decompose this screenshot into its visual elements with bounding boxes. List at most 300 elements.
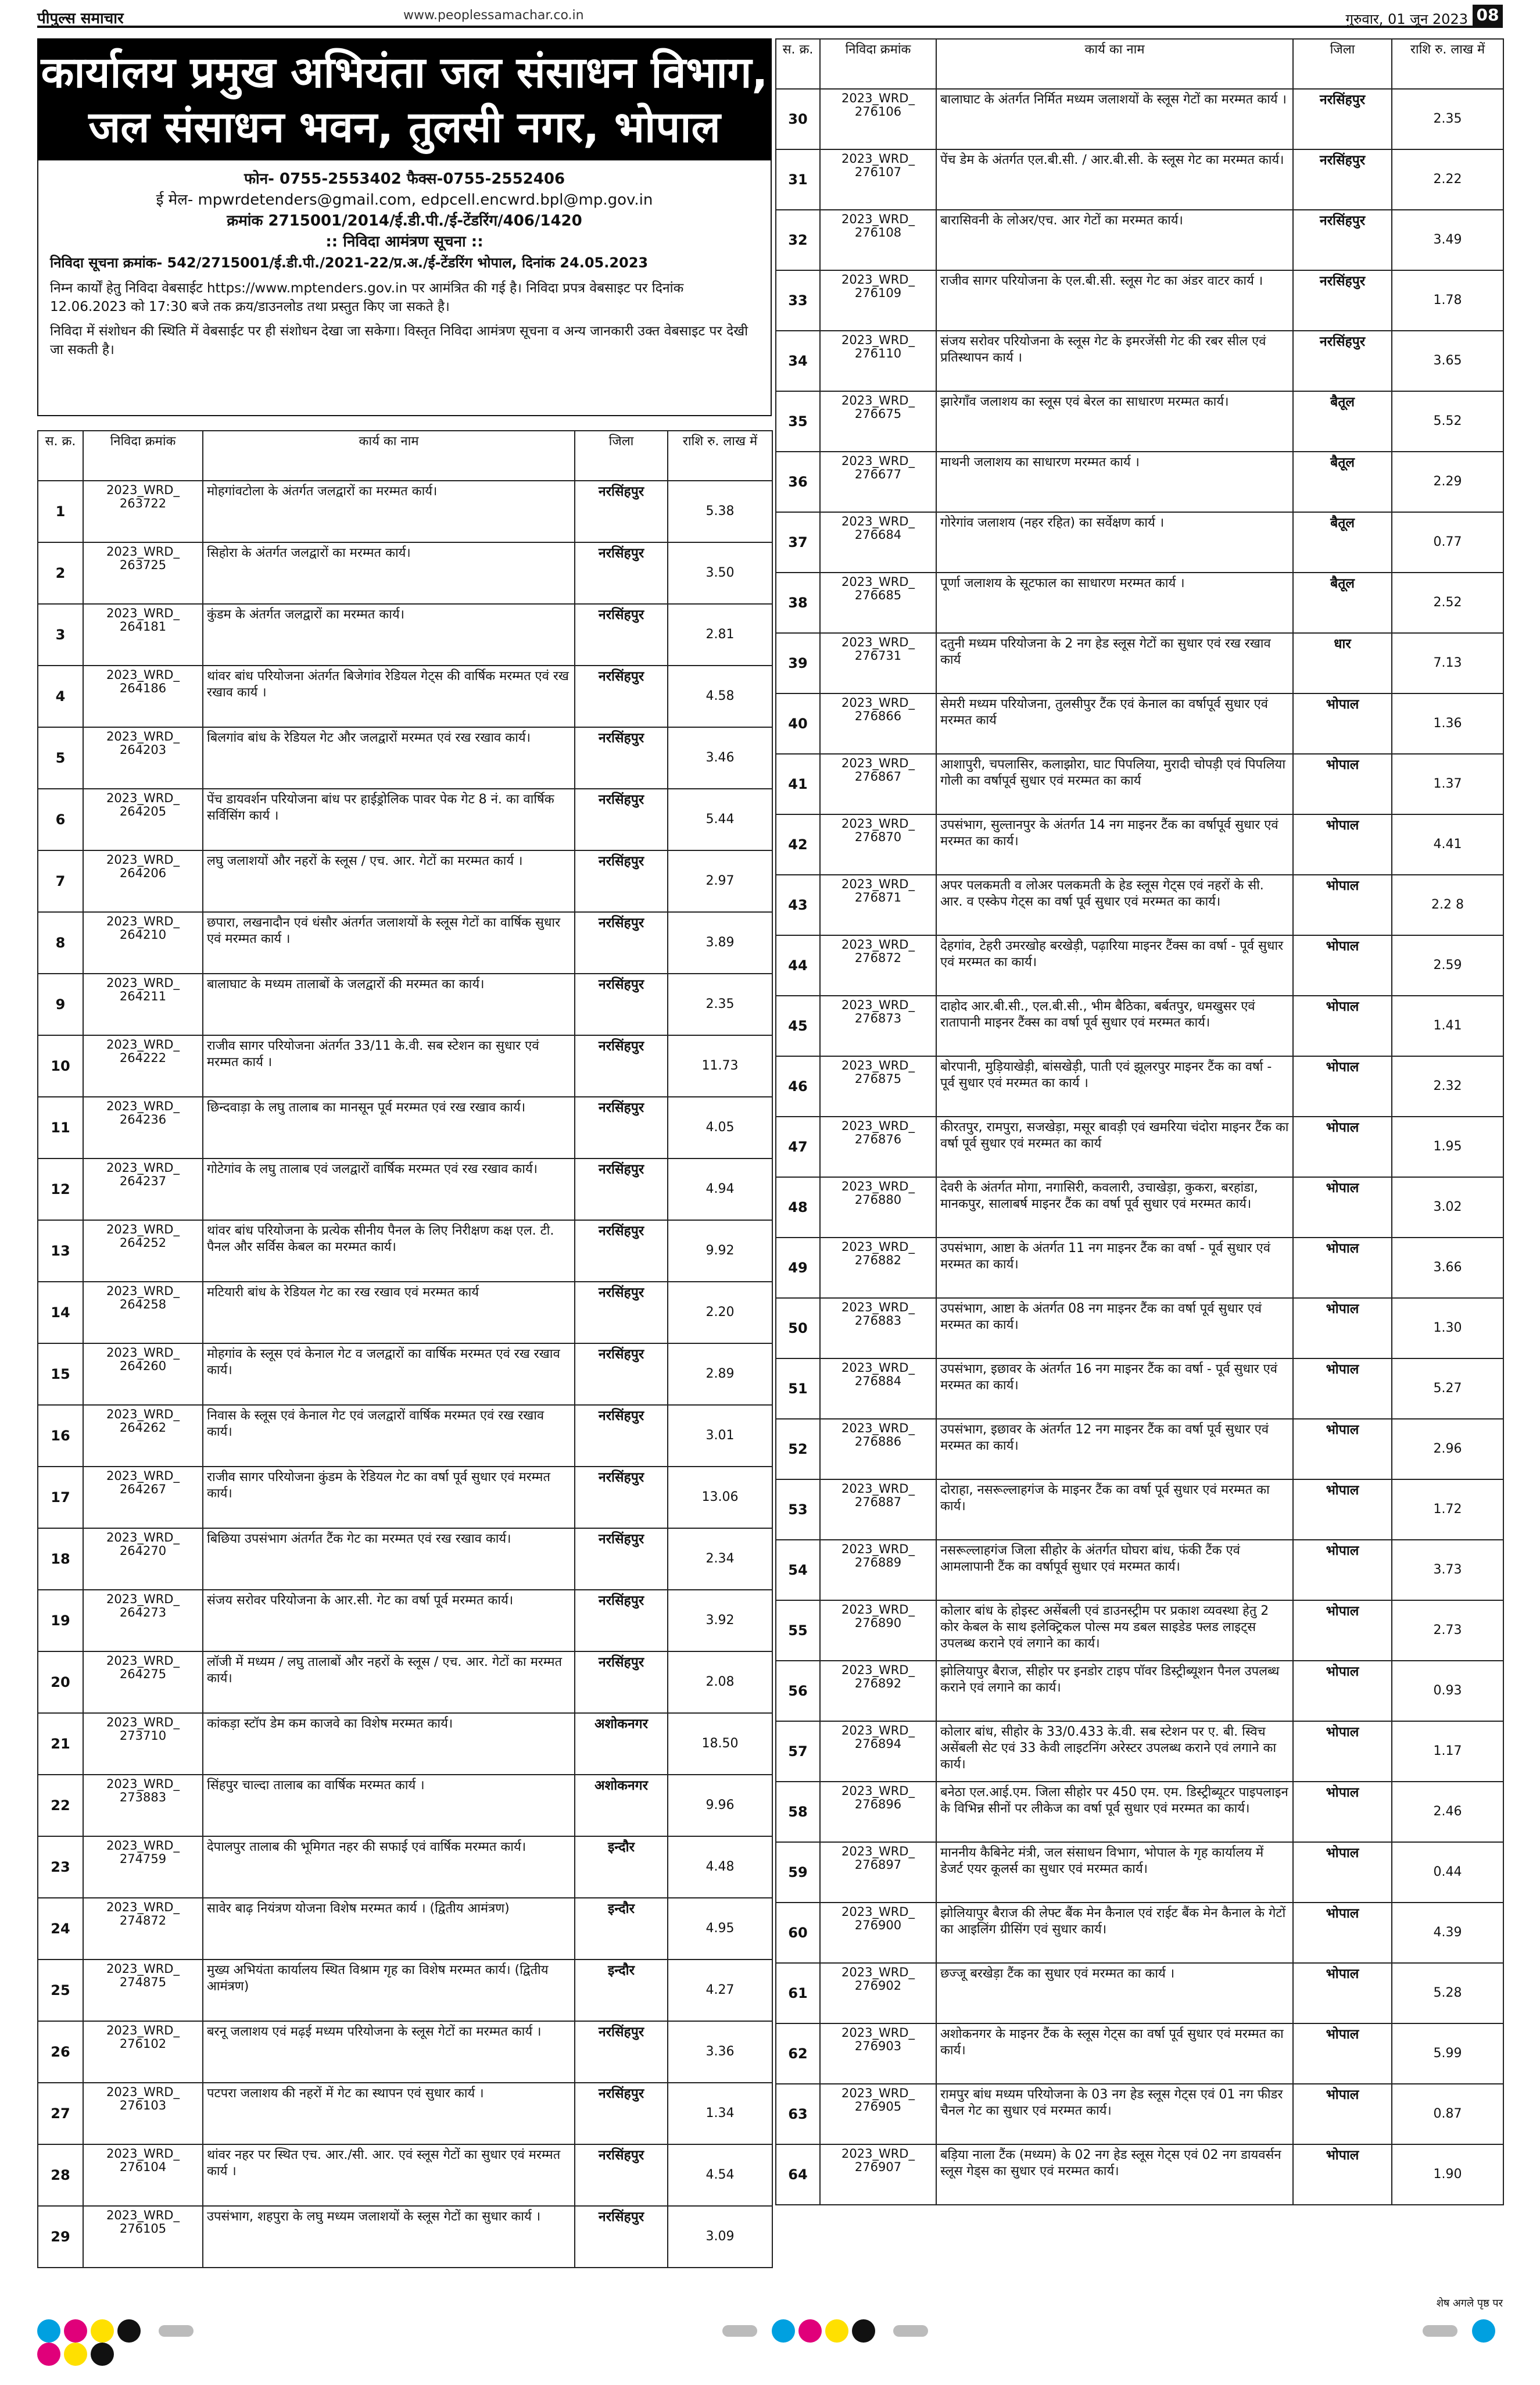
row-district: धार bbox=[1293, 633, 1392, 693]
row-serial-number: 34 bbox=[776, 331, 820, 391]
table-row bbox=[776, 754, 1503, 814]
row-work-name: मटियारी बांध के रेडियल गेट का रख रखाव एवं मरम्मत कार्य bbox=[203, 1282, 575, 1343]
cyan-swatch-icon bbox=[772, 2319, 795, 2343]
row-amount: 2.29 bbox=[1392, 452, 1503, 512]
row-serial-number: 47 bbox=[776, 1117, 820, 1177]
row-work-name: उपसंभाग, इछावर के अंतर्गत 16 नग माइनर टैंक का वर्षा - पूर्व सुधार एवं मरम्मत का कार्य। bbox=[936, 1358, 1293, 1419]
row-work-name: लघु जलाशयों और नहरों के स्लूस / एच. आर. गेटों का मरम्मत कार्य । bbox=[203, 850, 575, 912]
table-row bbox=[776, 1661, 1503, 1721]
row-district: इन्दौर bbox=[575, 1898, 668, 1960]
table-row bbox=[38, 2083, 772, 2144]
row-amount: 3.01 bbox=[668, 1405, 772, 1467]
row-amount: 3.73 bbox=[1392, 1540, 1503, 1600]
row-work-name: झोलियापुर बैराज, सीहोर पर इनडोर टाइप पॉवर डिस्ट्रीब्यूशन पैनल उपलब्ध कराने एवं लगाने का कार्य। bbox=[936, 1661, 1293, 1721]
row-district: भोपाल bbox=[1293, 935, 1392, 996]
row-work-name: मुख्य अभियंता कार्यालय स्थित विश्राम गृह का विशेष मरम्मत कार्य। (द्वितीय आमंत्रण) bbox=[203, 1960, 575, 2021]
row-work-name: कोलार बांध, सीहोर के 33/0.433 के.वी. सब स्टेशन पर ए. बी. स्विच असेंबली सेट एवं 33 केवी लाइटनिंग अरेस्टर उपलब्ध कराने एवं लगाने का कार्य। bbox=[936, 1721, 1293, 1782]
row-district: भोपाल bbox=[1293, 814, 1392, 875]
table-row bbox=[776, 89, 1503, 149]
row-work-name: संजय सरोवर परियोजना के आर.सी. गेट का वर्षा पूर्व मरम्मत कार्य। bbox=[203, 1590, 575, 1651]
row-work-name: बोरपानी, मुड़ियाखेड़ी, बांसखेड़ी, पाती एवं झूलरपुर माइनर टैंक का वर्षा - पूर्व सुधार एवं मरम्मत का कार्य । bbox=[936, 1056, 1293, 1117]
row-work-name: पूर्णा जलाशय के सूटफाल का साधारण मरम्मत कार्य । bbox=[936, 573, 1293, 633]
row-work-name: मोहगांव के स्लूस एवं केनाल गेट व जलद्वारों का वार्षिक मरम्मत एवं रख रखाव कार्य। bbox=[203, 1343, 575, 1405]
row-tender-number: 2023_WRD_ 276105 bbox=[83, 2206, 203, 2268]
row-amount: 2.59 bbox=[1392, 935, 1503, 996]
row-work-name: निवास के स्लूस एवं केनाल गेट एवं जलद्वारों वार्षिक मरम्मत एवं रख रखाव कार्य। bbox=[203, 1405, 575, 1467]
row-district: भोपाल bbox=[1293, 2144, 1392, 2205]
row-serial-number: 7 bbox=[38, 850, 83, 912]
row-district: भोपाल bbox=[1293, 1177, 1392, 1238]
row-serial-number: 9 bbox=[38, 974, 83, 1035]
row-work-name: झोलियापुर बैराज की लेफ्ट बैंक मेन कैनाल एवं राईट बैंक मेन कैनाल के गेटों का आइलिंग ग्रीसिंग एवं सुधार कार्य। bbox=[936, 1903, 1293, 1963]
magenta-swatch-icon bbox=[37, 2343, 60, 2366]
row-serial-number: 37 bbox=[776, 512, 820, 573]
row-tender-number: 2023_WRD_ 264211 bbox=[83, 974, 203, 1035]
row-serial-number: 10 bbox=[38, 1035, 83, 1097]
row-tender-number: 2023_WRD_ 276900 bbox=[820, 1903, 936, 1963]
tender-table-left bbox=[37, 430, 773, 2268]
table-row bbox=[776, 270, 1503, 331]
row-district: अशोकनगर bbox=[575, 1713, 668, 1775]
row-tender-number: 2023_WRD_ 264260 bbox=[83, 1343, 203, 1405]
table-row bbox=[38, 604, 772, 666]
row-tender-number: 2023_WRD_ 276905 bbox=[820, 2084, 936, 2144]
row-serial-number: 5 bbox=[38, 727, 83, 789]
row-serial-number: 8 bbox=[38, 912, 83, 974]
table-row bbox=[776, 2084, 1503, 2144]
row-amount: 3.49 bbox=[1392, 210, 1503, 270]
reference-number: क्रमांक 2715001/2014/ई.डी.पी./ई-टेंडरिंग/406/1420 bbox=[227, 212, 582, 230]
row-amount: 0.77 bbox=[1392, 512, 1503, 573]
row-work-name: कांकड़ा स्टॉप डेम कम काजवे का विशेष मरम्मत कार्य। bbox=[203, 1713, 575, 1775]
row-serial-number: 18 bbox=[38, 1528, 83, 1590]
row-tender-number: 2023_WRD_ 276675 bbox=[820, 391, 936, 452]
row-amount: 5.44 bbox=[668, 789, 772, 850]
row-tender-number: 2023_WRD_ 264252 bbox=[83, 1220, 203, 1282]
row-serial-number: 26 bbox=[38, 2021, 83, 2083]
row-amount: 4.27 bbox=[668, 1960, 772, 2021]
row-work-name: पेंच डेम के अंतर्गत एल.बी.सी. / आर.बी.सी. के स्लूस गेट का मरम्मत कार्य। bbox=[936, 149, 1293, 210]
table-row bbox=[38, 1467, 772, 1528]
table-row bbox=[776, 1298, 1503, 1358]
row-work-name: थांवर बांध परियोजना अंतर्गत बिजेगांव रेडियल गेट्स की वार्षिक मरम्मत एवं रख रखाव कार्य । bbox=[203, 666, 575, 727]
row-serial-number: 46 bbox=[776, 1056, 820, 1117]
issue-date: गुरुवार, 01 जून 2023 bbox=[1345, 11, 1468, 27]
table-row bbox=[38, 2144, 772, 2206]
row-tender-number: 2023_WRD_ 276902 bbox=[820, 1963, 936, 2023]
row-work-name: देपालपुर तालाब की भूमिगत नहर की सफाई एवं वार्षिक मरम्मत कार्य। bbox=[203, 1836, 575, 1898]
row-work-name: राजीव सागर परियोजना अंतर्गत 33/11 के.वी. सब स्टेशन का सुधार एवं मरम्मत कार्य । bbox=[203, 1035, 575, 1097]
row-amount: 3.65 bbox=[1392, 331, 1503, 391]
table-row bbox=[776, 996, 1503, 1056]
row-tender-number: 2023_WRD_ 264181 bbox=[83, 604, 203, 666]
row-district: नरसिंहपुर bbox=[575, 1158, 668, 1220]
row-amount: 4.05 bbox=[668, 1097, 772, 1158]
row-district: बैतूल bbox=[1293, 512, 1392, 573]
row-work-name: देहगांव, टेहरी उमरखोह बरखेड़ी, पढ़ारिया माइनर टैंक्स का वर्षा - पूर्व सुधार एवं मरम्मत का कार्य। bbox=[936, 935, 1293, 996]
table-row bbox=[38, 1713, 772, 1775]
row-tender-number: 2023_WRD_ 264273 bbox=[83, 1590, 203, 1651]
header-line-1: कार्यालय प्रमुख अभियंता जल संसाधन विभाग, bbox=[41, 48, 768, 98]
row-tender-number: 2023_WRD_ 276102 bbox=[83, 2021, 203, 2083]
row-serial-number: 20 bbox=[38, 1651, 83, 1713]
row-work-name: बालाघाट के मध्यम तालाबों के जलद्वारों की मरम्मत का कार्य। bbox=[203, 974, 575, 1035]
row-amount: 2.96 bbox=[1392, 1419, 1503, 1479]
row-district: नरसिंहपुर bbox=[575, 2083, 668, 2144]
row-tender-number: 2023_WRD_ 276685 bbox=[820, 573, 936, 633]
table-row bbox=[38, 1651, 772, 1713]
row-district: नरसिंहपुर bbox=[1293, 270, 1392, 331]
masthead: पीपुल्स समाचार bbox=[37, 10, 124, 27]
row-work-name: कोलार बांध के होइस्ट असेंबली एवं डाउनस्ट्रीम पर प्रकाश व्यवस्था हेतु 2 कोर केबल के साथ इलेक्ट्रिकल पोल्स मय डबल साइडेड फ्लड लाइट्स उपलब्ध कराने एवं लगाने का कार्य। bbox=[936, 1600, 1293, 1661]
notice-paragraph-2: निविदा में संशोधन की स्थिति में वेबसाईट पर ही संशोधन देखा जा सकेगा। विस्तृत निविदा आमंत्रण सूचना व अन्य जानकारी उक्त वेबसाइट पर देखी जा सकती है। bbox=[50, 324, 748, 357]
row-amount: 2.52 bbox=[1392, 573, 1503, 633]
row-district: नरसिंहपुर bbox=[1293, 149, 1392, 210]
row-work-name: छपारा, लखनादौन एवं धंसौर अंतर्गत जलाशयों के स्लूस गेटों का वार्षिक सुधार एवं मरम्मत कार्य । bbox=[203, 912, 575, 974]
row-amount: 5.28 bbox=[1392, 1963, 1503, 2023]
row-work-name: रामपुर बांध मध्यम परियोजना के 03 नग हेड स्लूस गेट्स एवं 01 नग फीडर चैनल गेट का सुधार एवं मरम्मत कार्य। bbox=[936, 2084, 1293, 2144]
table-row bbox=[776, 573, 1503, 633]
registration-mark-icon bbox=[159, 2325, 194, 2337]
row-work-name: बरनू जलाशय एवं मढ़ई मध्यम परियोजना के स्लूस गेटों का मरम्मत कार्य । bbox=[203, 2021, 575, 2083]
row-amount: 2.32 bbox=[1392, 1056, 1503, 1117]
row-district: भोपाल bbox=[1293, 2023, 1392, 2084]
row-work-name: संजय सरोवर परियोजना के स्लूस गेट के इमरजेंसी गेट की रबर सील एवं प्रतिस्थापन कार्य । bbox=[936, 331, 1293, 391]
row-district: नरसिंहपुर bbox=[575, 666, 668, 727]
table-row bbox=[776, 452, 1503, 512]
row-serial-number: 15 bbox=[38, 1343, 83, 1405]
row-tender-number: 2023_WRD_ 264205 bbox=[83, 789, 203, 850]
row-serial-number: 64 bbox=[776, 2144, 820, 2205]
table-row bbox=[38, 1097, 772, 1158]
row-work-name: झारेगाँव जलाशय का स्लूस एवं बेरल का साधारण मरम्मत कार्य। bbox=[936, 391, 1293, 452]
row-tender-number: 2023_WRD_ 276889 bbox=[820, 1540, 936, 1600]
tender-table-right bbox=[775, 38, 1504, 2205]
table-row bbox=[776, 2023, 1503, 2084]
row-serial-number: 4 bbox=[38, 666, 83, 727]
row-serial-number: 11 bbox=[38, 1097, 83, 1158]
row-district: नरसिंहपुर bbox=[1293, 210, 1392, 270]
row-district: भोपाल bbox=[1293, 996, 1392, 1056]
row-tender-number: 2023_WRD_ 276870 bbox=[820, 814, 936, 875]
row-work-name: माथनी जलाशय का साधारण मरम्मत कार्य । bbox=[936, 452, 1293, 512]
row-serial-number: 40 bbox=[776, 693, 820, 754]
row-tender-number: 2023_WRD_ 263725 bbox=[83, 542, 203, 604]
row-serial-number: 56 bbox=[776, 1661, 820, 1721]
row-serial-number: 3 bbox=[38, 604, 83, 666]
row-tender-number: 2023_WRD_ 276873 bbox=[820, 996, 936, 1056]
table-row bbox=[776, 1358, 1503, 1419]
cyan-swatch-icon bbox=[37, 2319, 60, 2343]
row-tender-number: 2023_WRD_ 276109 bbox=[820, 270, 936, 331]
row-district: भोपाल bbox=[1293, 1903, 1392, 1963]
table-row bbox=[776, 1842, 1503, 1903]
row-amount: 2.35 bbox=[1392, 89, 1503, 149]
row-serial-number: 19 bbox=[38, 1590, 83, 1651]
row-work-name: गोरेगांव जलाशय (नहर रहित) का सर्वेक्षण कार्य । bbox=[936, 512, 1293, 573]
row-district: भोपाल bbox=[1293, 2084, 1392, 2144]
row-tender-number: 2023_WRD_ 276897 bbox=[820, 1842, 936, 1903]
row-serial-number: 63 bbox=[776, 2084, 820, 2144]
row-district: नरसिंहपुर bbox=[575, 1590, 668, 1651]
row-serial-number: 23 bbox=[38, 1836, 83, 1898]
row-work-name: अपर पलकमती व लोअर पलकमती के हेड स्लूस गेट्स एवं नहरों के सी. आर. व एस्केप गेट्स का वर्षा पूर्व सुधार एवं मरम्मत का कार्य। bbox=[936, 875, 1293, 935]
row-amount: 1.30 bbox=[1392, 1298, 1503, 1358]
table-row bbox=[776, 1963, 1503, 2023]
row-serial-number: 51 bbox=[776, 1358, 820, 1419]
row-tender-number: 2023_WRD_ 276867 bbox=[820, 754, 936, 814]
table-row bbox=[38, 1775, 772, 1836]
col-header-work: कार्य का नाम bbox=[203, 431, 575, 481]
row-serial-number: 2 bbox=[38, 542, 83, 604]
row-district: नरसिंहपुर bbox=[575, 542, 668, 604]
row-serial-number: 43 bbox=[776, 875, 820, 935]
row-tender-number: 2023_WRD_ 264237 bbox=[83, 1158, 203, 1220]
row-work-name: थांवर नहर पर स्थित एच. आर./सी. आर. एवं स्लूस गेटों का सुधार एवं मरम्मत कार्य । bbox=[203, 2144, 575, 2206]
row-amount: 4.94 bbox=[668, 1158, 772, 1220]
row-amount: 1.90 bbox=[1392, 2144, 1503, 2205]
table-row bbox=[38, 1035, 772, 1097]
row-serial-number: 1 bbox=[38, 481, 83, 542]
row-district: नरसिंहपुर bbox=[575, 1035, 668, 1097]
row-work-name: पेंच डायवर्शन परियोजना बांध पर हाईड्रोलिक पावर पेक गेट 8 नं. का वार्षिक सर्विसिंग कार्य । bbox=[203, 789, 575, 850]
row-tender-number: 2023_WRD_ 264236 bbox=[83, 1097, 203, 1158]
row-tender-number: 2023_WRD_ 264267 bbox=[83, 1467, 203, 1528]
row-district: भोपाल bbox=[1293, 875, 1392, 935]
row-amount: 2.34 bbox=[668, 1528, 772, 1590]
email-line: ई मेल- mpwrdetenders@gmail.com, edpcell.encwrd.bpl@mp.gov.in bbox=[156, 191, 653, 209]
notice-title: :: निविदा आमंत्रण सूचना :: bbox=[325, 233, 484, 251]
row-work-name: थांवर बांध परियोजना के प्रत्येक सीनीय पैनल के लिए निरीक्षण कक्ष एल. टी. पैनल और सर्विस केबल का मरम्मत कार्य। bbox=[203, 1220, 575, 1282]
table-row bbox=[776, 512, 1503, 573]
magenta-swatch-icon bbox=[64, 2319, 87, 2343]
row-district: भोपाल bbox=[1293, 1600, 1392, 1661]
row-amount: 5.38 bbox=[668, 481, 772, 542]
row-serial-number: 22 bbox=[38, 1775, 83, 1836]
row-amount: 3.50 bbox=[668, 542, 772, 604]
row-serial-number: 38 bbox=[776, 573, 820, 633]
row-amount: 5.27 bbox=[1392, 1358, 1503, 1419]
row-tender-number: 2023_WRD_ 276883 bbox=[820, 1298, 936, 1358]
col-header-work: कार्य का नाम bbox=[936, 39, 1293, 89]
print-registration-bar bbox=[37, 2319, 1503, 2354]
row-serial-number: 28 bbox=[38, 2144, 83, 2206]
row-amount: 1.17 bbox=[1392, 1721, 1503, 1782]
row-tender-number: 2023_WRD_ 276104 bbox=[83, 2144, 203, 2206]
row-serial-number: 14 bbox=[38, 1282, 83, 1343]
table-row bbox=[38, 727, 772, 789]
row-district: इन्दौर bbox=[575, 1960, 668, 2021]
row-district: नरसिंहपुर bbox=[575, 2021, 668, 2083]
table-row bbox=[776, 1419, 1503, 1479]
table-row bbox=[38, 2021, 772, 2083]
row-amount: 9.96 bbox=[668, 1775, 772, 1836]
row-amount: 4.58 bbox=[668, 666, 772, 727]
row-amount: 7.13 bbox=[1392, 633, 1503, 693]
black-swatch-icon bbox=[91, 2343, 114, 2366]
row-amount: 3.36 bbox=[668, 2021, 772, 2083]
table-row bbox=[38, 666, 772, 727]
row-tender-number: 2023_WRD_ 274759 bbox=[83, 1836, 203, 1898]
col-header-tender: निविदा क्रमांक bbox=[820, 39, 936, 89]
table-row bbox=[38, 1528, 772, 1590]
table-row bbox=[776, 1056, 1503, 1117]
row-amount: 5.52 bbox=[1392, 391, 1503, 452]
phone-fax: फोन- 0755-2553402 फैक्स-0755-2552406 bbox=[243, 170, 565, 188]
row-serial-number: 62 bbox=[776, 2023, 820, 2084]
row-work-name: उपसंभाग, सुल्तानपुर के अंतर्गत 14 नग माइनर टैंक का वर्षापूर्व सुधार एवं मरम्मत का कार्य। bbox=[936, 814, 1293, 875]
row-district: नरसिंहपुर bbox=[575, 974, 668, 1035]
row-tender-number: 2023_WRD_ 276896 bbox=[820, 1782, 936, 1842]
row-tender-number: 2023_WRD_ 276884 bbox=[820, 1358, 936, 1419]
row-serial-number: 12 bbox=[38, 1158, 83, 1220]
col-header-sn: स. क्र. bbox=[38, 431, 83, 481]
row-tender-number: 2023_WRD_ 276892 bbox=[820, 1661, 936, 1721]
row-serial-number: 17 bbox=[38, 1467, 83, 1528]
row-tender-number: 2023_WRD_ 276903 bbox=[820, 2023, 936, 2084]
continued-note: शेष अगले पृष्ठ पर bbox=[1436, 2297, 1503, 2309]
table-row bbox=[776, 1238, 1503, 1298]
table-header-row bbox=[38, 431, 772, 481]
registration-mark-icon bbox=[893, 2325, 928, 2337]
row-district: नरसिंहपुर bbox=[575, 1467, 668, 1528]
table-row bbox=[776, 1903, 1503, 1963]
row-work-name: उपसंभाग, आष्टा के अंतर्गत 11 नग माइनर टैंक का वर्षा - पूर्व सुधार एवं मरम्मत का कार्य। bbox=[936, 1238, 1293, 1298]
col-header-district: जिला bbox=[575, 431, 668, 481]
row-work-name: बिछिया उपसंभाग अंतर्गत टैंक गेट का मरम्मत एवं रख रखाव कार्य। bbox=[203, 1528, 575, 1590]
yellow-swatch-icon bbox=[91, 2319, 114, 2343]
row-serial-number: 25 bbox=[38, 1960, 83, 2021]
row-amount: 2.35 bbox=[668, 974, 772, 1035]
row-work-name: कुंडम के अंतर्गत जलद्वारों का मरम्मत कार्य। bbox=[203, 604, 575, 666]
row-amount: 3.66 bbox=[1392, 1238, 1503, 1298]
row-district: नरसिंहपुर bbox=[575, 1097, 668, 1158]
row-amount: 2.97 bbox=[668, 850, 772, 912]
row-district: नरसिंहपुर bbox=[575, 1405, 668, 1467]
row-tender-number: 2023_WRD_ 276107 bbox=[820, 149, 936, 210]
row-serial-number: 50 bbox=[776, 1298, 820, 1358]
col-header-tender: निविदा क्रमांक bbox=[83, 431, 203, 481]
row-serial-number: 6 bbox=[38, 789, 83, 850]
row-tender-number: 2023_WRD_ 276108 bbox=[820, 210, 936, 270]
site-url[interactable]: www.peoplessamachar.co.in bbox=[403, 8, 584, 23]
row-work-name: अशोकनगर के माइनर टैंक के स्लूस गेट्स का वर्षा पूर्व सुधार एवं मरम्मत का कार्य। bbox=[936, 2023, 1293, 2084]
row-serial-number: 32 bbox=[776, 210, 820, 270]
table-row bbox=[776, 1600, 1503, 1661]
row-tender-number: 2023_WRD_ 276106 bbox=[820, 89, 936, 149]
table-row bbox=[776, 1479, 1503, 1540]
table-row bbox=[38, 1590, 772, 1651]
row-tender-number: 2023_WRD_ 276876 bbox=[820, 1117, 936, 1177]
row-tender-number: 2023_WRD_ 276866 bbox=[820, 693, 936, 754]
col-header-amount: राशि रु. लाख में bbox=[1392, 39, 1503, 89]
row-work-name: राजीव सागर परियोजना कुंडम के रेडियल गेट का वर्षा पूर्व सुधार एवं मरम्मत कार्य। bbox=[203, 1467, 575, 1528]
table-row bbox=[776, 1721, 1503, 1782]
page-number: 08 bbox=[1473, 5, 1503, 26]
row-district: नरसिंहपुर bbox=[575, 1528, 668, 1590]
table-row bbox=[776, 875, 1503, 935]
row-serial-number: 52 bbox=[776, 1419, 820, 1479]
row-amount: 4.54 bbox=[668, 2144, 772, 2206]
row-district: भोपाल bbox=[1293, 1842, 1392, 1903]
row-district: अशोकनगर bbox=[575, 1775, 668, 1836]
row-district: बैतूल bbox=[1293, 573, 1392, 633]
table-row bbox=[38, 2206, 772, 2268]
table-row bbox=[776, 1782, 1503, 1842]
row-tender-number: 2023_WRD_ 276894 bbox=[820, 1721, 936, 1782]
row-serial-number: 39 bbox=[776, 633, 820, 693]
row-tender-number: 2023_WRD_ 273710 bbox=[83, 1713, 203, 1775]
row-work-name: बालाघाट के अंतर्गत निर्मित मध्यम जलाशयों के स्लूस गेटों का मरम्मत कार्य । bbox=[936, 89, 1293, 149]
row-district: भोपाल bbox=[1293, 1358, 1392, 1419]
row-tender-number: 2023_WRD_ 276871 bbox=[820, 875, 936, 935]
row-tender-number: 2023_WRD_ 264186 bbox=[83, 666, 203, 727]
row-tender-number: 2023_WRD_ 276886 bbox=[820, 1419, 936, 1479]
row-serial-number: 31 bbox=[776, 149, 820, 210]
row-district: नरसिंहपुर bbox=[575, 1282, 668, 1343]
row-serial-number: 45 bbox=[776, 996, 820, 1056]
row-serial-number: 49 bbox=[776, 1238, 820, 1298]
row-tender-number: 2023_WRD_ 264206 bbox=[83, 850, 203, 912]
row-serial-number: 54 bbox=[776, 1540, 820, 1600]
row-serial-number: 33 bbox=[776, 270, 820, 331]
row-work-name: बड़िया नाला टैंक (मध्यम) के 02 नग हेड स्लूस गेट्स एवं 02 नग डायवर्सन स्लूस गेड्स का सुधार एवं मरम्मत कार्य। bbox=[936, 2144, 1293, 2205]
table-header-row bbox=[776, 39, 1503, 89]
row-tender-number: 2023_WRD_ 276103 bbox=[83, 2083, 203, 2144]
table-row bbox=[38, 1405, 772, 1467]
table-row bbox=[776, 1540, 1503, 1600]
row-tender-number: 2023_WRD_ 276731 bbox=[820, 633, 936, 693]
table-row bbox=[38, 1836, 772, 1898]
row-district: भोपाल bbox=[1293, 1298, 1392, 1358]
row-tender-number: 2023_WRD_ 276887 bbox=[820, 1479, 936, 1540]
row-serial-number: 36 bbox=[776, 452, 820, 512]
row-district: भोपाल bbox=[1293, 1782, 1392, 1842]
row-amount: 4.48 bbox=[668, 1836, 772, 1898]
table-row bbox=[776, 149, 1503, 210]
table-row bbox=[38, 1898, 772, 1960]
black-swatch-icon bbox=[852, 2319, 875, 2343]
table-row bbox=[776, 1177, 1503, 1238]
row-amount: 2.46 bbox=[1392, 1782, 1503, 1842]
row-district: बैतूल bbox=[1293, 452, 1392, 512]
row-serial-number: 53 bbox=[776, 1479, 820, 1540]
row-tender-number: 2023_WRD_ 264262 bbox=[83, 1405, 203, 1467]
row-serial-number: 21 bbox=[38, 1713, 83, 1775]
row-work-name: दोराहा, नसरूल्लाहगंज के माइनर टैंक का वर्षा पूर्व सुधार एवं मरम्मत का कार्य। bbox=[936, 1479, 1293, 1540]
row-tender-number: 2023_WRD_ 276907 bbox=[820, 2144, 936, 2205]
row-work-name: बारासिवनी के लोअर/एच. आर गेटों का मरम्मत कार्य। bbox=[936, 210, 1293, 270]
table-row bbox=[776, 1117, 1503, 1177]
row-tender-number: 2023_WRD_ 264270 bbox=[83, 1528, 203, 1590]
table-row bbox=[38, 912, 772, 974]
row-district: भोपाल bbox=[1293, 1963, 1392, 2023]
row-amount: 3.02 bbox=[1392, 1177, 1503, 1238]
row-work-name: सिंहपुर चाल्दा तालाब का वार्षिक मरम्मत कार्य । bbox=[203, 1775, 575, 1836]
row-amount: 11.73 bbox=[668, 1035, 772, 1097]
row-serial-number: 44 bbox=[776, 935, 820, 996]
row-amount: 2.2 8 bbox=[1392, 875, 1503, 935]
table-row bbox=[776, 331, 1503, 391]
row-amount: 0.87 bbox=[1392, 2084, 1503, 2144]
table-row bbox=[38, 1960, 772, 2021]
table-row bbox=[38, 1282, 772, 1343]
row-serial-number: 48 bbox=[776, 1177, 820, 1238]
row-tender-number: 2023_WRD_ 276875 bbox=[820, 1056, 936, 1117]
row-district: नरसिंहपुर bbox=[575, 2144, 668, 2206]
row-amount: 5.99 bbox=[1392, 2023, 1503, 2084]
yellow-swatch-icon bbox=[64, 2343, 87, 2366]
